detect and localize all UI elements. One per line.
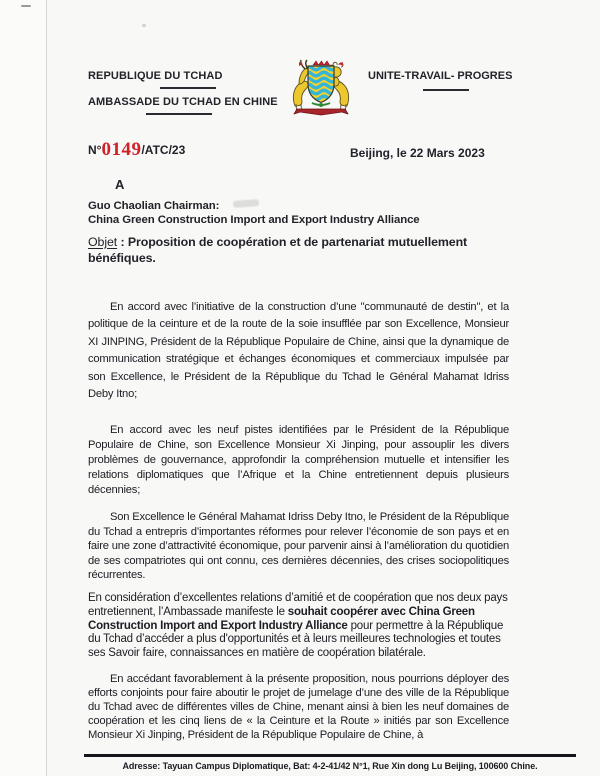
ref-number-red: 0149 xyxy=(101,139,142,160)
reference-number xyxy=(88,139,185,161)
subject-text: Proposition de coopération et de partenariat mutuellement bénéfiques. xyxy=(88,235,468,265)
letter-footer xyxy=(84,754,576,771)
scan-artifact xyxy=(142,24,146,27)
subject-separator: : xyxy=(117,235,128,249)
body-paragraph-1: En accord avec l’initiative de la construction d’une "communauté de destin", et la politique de la ceinture et de la route de la soie insufflée par son Excellence, Monsieur XI JINPING, Président de la République Populaire de Chine, ainsi que la dynamique de communication stratégique et échanges économiques et commerciaux impulsée par son Excellence, le Président de la République du Tchad le Général Mahamat Idriss Deby Itno; xyxy=(88,301,509,401)
embassy-title: AMBASSADE DU TCHAD EN CHINE xyxy=(88,96,278,108)
p4-text-before: En considération d’excellentes relations d’amitié et de coopération que nos deux pays entretiennent, l’Ambassade manifeste le xyxy=(88,592,508,619)
subject-label: Objet xyxy=(88,235,118,249)
letter-body xyxy=(88,299,509,742)
body-paragraph-3: Son Excellence le Général Mahamat Idriss Deby Itno, le Président de la République du Tchad a entrepris d’importantes réformes pour relever l’économie de son pays et en faire une zone d’attractivité économique, pour parvenir ainsi à l’amélioration du quotidien de ses compatriotes qui ont connu, ces dernières décennies, des crises sociopolitiques récurrentes. xyxy=(88,511,509,582)
subject-line xyxy=(88,235,512,266)
dateline: Beijing, le 22 Mars 2023 xyxy=(350,146,485,160)
ref-suffix: /ATC/23 xyxy=(141,143,186,157)
recipient-org: China Green Construction Import and Export Industry Alliance xyxy=(88,214,420,226)
country-title: REPUBLIQUE DU TCHAD xyxy=(88,70,223,82)
ref-prefix: N° xyxy=(88,143,102,157)
footer-rule xyxy=(84,754,576,757)
p4-bold-partner-name: souhait coopérer avec China Green Construction Import and Export Industry Alliance xyxy=(88,606,475,632)
divider xyxy=(423,89,469,91)
recipient-to: A xyxy=(115,177,125,192)
page-edge-artifact xyxy=(0,0,47,776)
national-motto: UNITE-TRAVAIL- PROGRES xyxy=(368,70,513,82)
recipient-name: Guo Chaolian Chairman: xyxy=(88,200,220,212)
letterhead-right xyxy=(368,70,528,91)
body-paragraph-4 xyxy=(88,592,509,660)
scan-artifact xyxy=(21,5,31,7)
p4-text-after: pour permettre à la République du Tchad d’accéder a plus d'opportunités et à leurs meilleures technologies et toutes ses Savoir faire, connaissances en matière de coopération bilatérale. xyxy=(88,619,504,659)
body-paragraph-2: En accord avec les neuf pistes identifiées par le Président de la République Populaire de Chine, son Excellence Monsieur Xi Jinping, pour assouplir les divers problèmes de gouvernance, approfondir la compréhension mutuelle et intensifier les relations diplomatiques que l’Afrique et la Chine entretiennent depuis plusieurs décennies; xyxy=(88,424,509,497)
divider xyxy=(160,87,216,89)
body-paragraph-5: En accédant favorablement à la présente proposition, nous pourrions déployer des efforts conjoints pour faire aboutir le projet de jumelage d’une des ville de la République du Tchad avec de différentes villes de Chine, menant ainsi à bien les neuf domaines de coopération et les cinq liens de « la Ceinture et la Route » initiés par son Excellence Monsieur Xi Jinping, Président de la République Populaire de Chine, à xyxy=(88,673,509,742)
letterhead-left xyxy=(88,70,288,122)
chad-coat-of-arms-icon xyxy=(286,58,356,118)
footer-address: Adresse: Tayuan Campus Diplomatique, Bat: 4-2-41/42 N°1, Rue Xin dong Lu Beijing, 100600 Chine. xyxy=(122,761,538,771)
divider xyxy=(146,113,212,115)
